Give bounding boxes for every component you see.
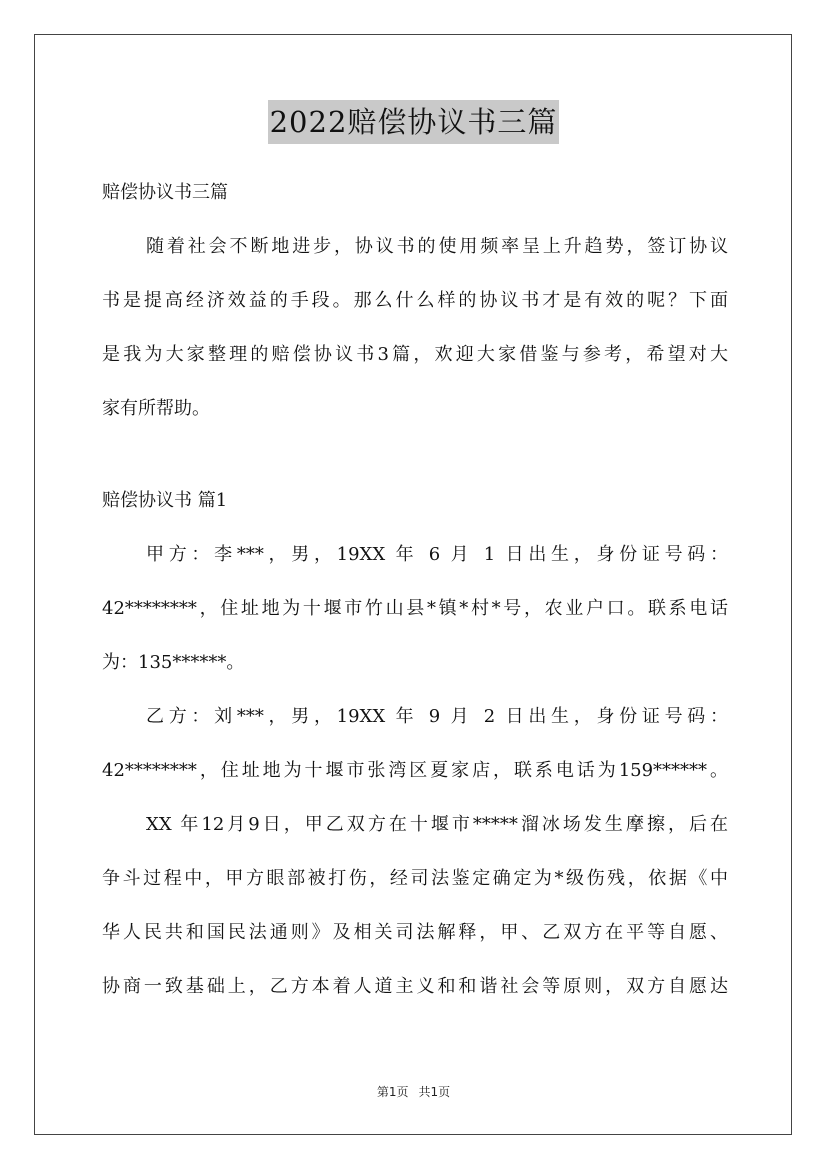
incident-line: 华人民共和国民法通则》及相关司法解释，甲、乙双方在平等自愿、 [102,922,728,943]
page-footer [0,1083,827,1100]
intro-line: 书是提高经济效益的手段。那么什么样的协议书才是有效的呢？下面 [102,290,728,311]
page-number: 第1页 [376,1085,409,1099]
intro-line: 是我为大家整理的赔偿协议书3篇，欢迎大家借鉴与参考，希望对大 [102,344,728,365]
section-heading: 赔偿协议书 篇1 [102,490,228,511]
incident-line: XX 年12月9日，甲乙双方在十堰市*****溜冰场发生摩擦，后在 [146,814,728,835]
party-b-line: 乙方：刘***，男，19XX 年 9 月 2 日出生，身份证号码： [146,706,728,727]
document-subtitle: 赔偿协议书三篇 [102,182,228,203]
intro-line: 家有所帮助。 [102,398,210,419]
document-body [102,170,728,1018]
intro-line: 随着社会不断地进步，协议书的使用频率呈上升趋势，签订协议 [146,236,728,257]
party-b-line: 42********，住址地为十堰市张湾区夏家店，联系电话为159******。 [102,760,728,781]
party-a-line: 42********，住址地为十堰市竹山县*镇*村*号，农业户口。联系电话 [102,598,728,619]
page-total: 共1页 [418,1085,451,1099]
party-a-line: 为：135******。 [102,652,245,673]
document-title: 2022赔偿协议书三篇 [268,100,560,144]
party-a-line: 甲方：李***，男，19XX 年 6 月 1 日出生，身份证号码： [146,544,728,565]
incident-line: 协商一致基础上，乙方本着人道主义和和谐社会等原则，双方自愿达 [102,976,728,997]
title-container [0,100,827,144]
incident-line: 争斗过程中，甲方眼部被打伤，经司法鉴定确定为*级伤残，依据《中 [102,868,728,889]
paragraph-gap [102,440,728,478]
